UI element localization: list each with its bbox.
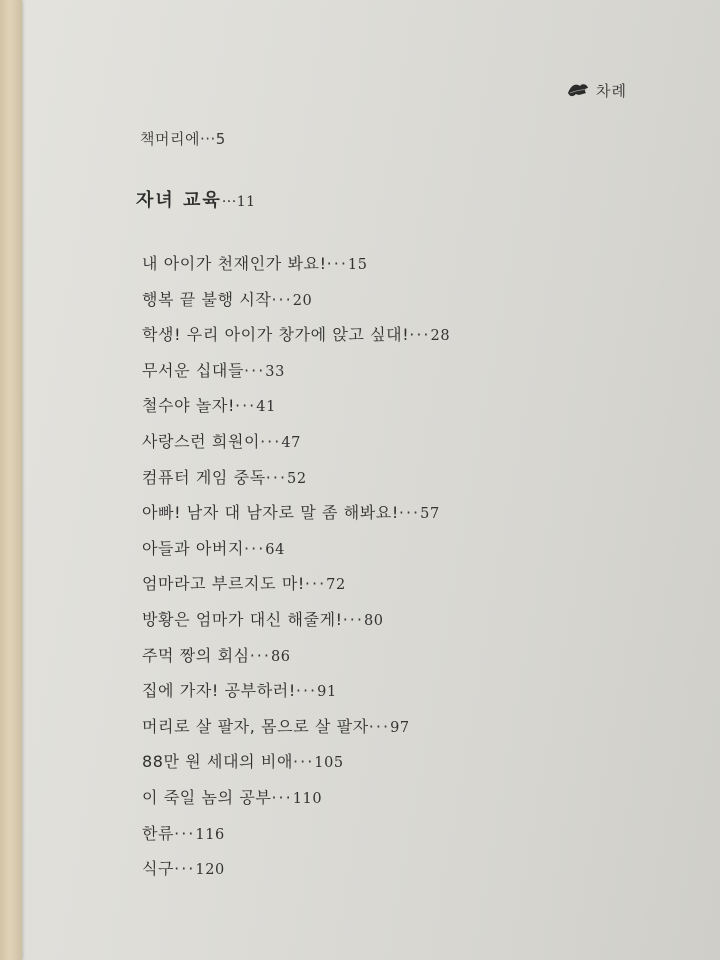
toc-entry — [142, 359, 450, 395]
section-dots: ··· — [221, 194, 237, 210]
toc-entry — [142, 644, 450, 680]
entry-dots: ··· — [174, 859, 196, 879]
entry-page: 64 — [265, 541, 285, 558]
entry-title: 집에 가자! 공부하러! — [142, 681, 296, 701]
entry-dots: ··· — [368, 716, 391, 736]
entry-dots: ··· — [326, 254, 348, 273]
toc-entry — [142, 679, 450, 715]
toc-entry — [142, 501, 450, 537]
entry-dots: ··· — [293, 752, 315, 772]
entry-title: 한류 — [142, 823, 175, 843]
book-binding-edge — [0, 0, 22, 960]
toc-entry — [142, 857, 450, 893]
entry-title: 아들과 아버지 — [142, 538, 245, 558]
entry-title: 아빠! 남자 대 남자로 말 좀 해봐요! — [142, 503, 399, 523]
entry-dots: ··· — [271, 787, 293, 807]
entry-page: 15 — [347, 257, 368, 273]
toc-entry-preface — [140, 128, 226, 149]
page-header — [566, 78, 627, 102]
entry-title: 컴퓨터 게임 중독 — [142, 467, 266, 487]
entry-page: 57 — [420, 506, 440, 523]
entry-page: 5 — [215, 130, 226, 148]
entry-title: 내 아이가 천재인가 봐요! — [142, 254, 327, 273]
toc-entry — [142, 430, 450, 466]
toc-entry — [142, 608, 450, 644]
entry-dots: ··· — [409, 325, 431, 345]
section-page: 11 — [236, 194, 256, 210]
entry-dots: ··· — [244, 360, 266, 380]
entry-title: 엄마라고 부르지도 마! — [142, 574, 305, 594]
leaf-icon — [566, 81, 590, 99]
entry-dots: ··· — [342, 609, 364, 629]
entry-dots: ··· — [265, 467, 288, 487]
entry-title: 무서운 십대들 — [142, 360, 245, 380]
entry-page: 105 — [314, 755, 344, 772]
entry-dots: ··· — [271, 289, 293, 309]
entry-page: 86 — [270, 648, 291, 665]
section-title: 자녀 교육 — [136, 190, 222, 211]
entry-dots: ··· — [244, 538, 266, 558]
entry-title: 식구 — [142, 859, 175, 879]
entry-dots: ··· — [174, 823, 196, 843]
entry-dots: ··· — [234, 396, 257, 416]
entry-title: 머리로 살 팔자, 몸으로 살 팔자 — [142, 716, 369, 736]
entry-title: 행복 끝 불행 시작 — [142, 289, 272, 309]
section-heading — [136, 186, 256, 212]
entry-page: 20 — [292, 292, 313, 309]
entry-dots: ··· — [398, 503, 421, 523]
toc-heading: 차례 — [596, 81, 627, 100]
toc-entry — [142, 750, 450, 786]
toc-entry — [142, 572, 450, 608]
toc-entry — [142, 252, 450, 288]
toc-entry — [142, 786, 450, 822]
toc-entry — [142, 323, 450, 359]
entry-dots: ··· — [260, 431, 282, 451]
entry-title: 이 죽일 놈의 공부 — [142, 787, 272, 807]
entry-page: 28 — [430, 328, 451, 345]
toc-entry — [142, 394, 450, 430]
entry-dots: ··· — [249, 645, 271, 665]
entry-title: 방황은 엄마가 대신 해줄게! — [142, 609, 343, 629]
toc-entry — [142, 466, 450, 502]
entry-page: 72 — [326, 577, 346, 594]
entry-dots: ··· — [295, 681, 318, 701]
toc-entry — [142, 537, 450, 573]
entry-page: 120 — [195, 862, 225, 879]
toc-list — [142, 252, 450, 893]
entry-page: 52 — [287, 470, 307, 487]
entry-page: 97 — [390, 719, 410, 736]
entry-page: 116 — [195, 826, 225, 843]
entry-page: 91 — [317, 684, 337, 701]
toc-entry — [142, 822, 450, 858]
entry-title: 88만 원 세대의 비애 — [142, 752, 294, 772]
entry-dots: ··· — [304, 574, 327, 594]
entry-title: 주먹 짱의 회심 — [142, 645, 250, 665]
entry-page: 110 — [292, 790, 323, 807]
entry-title: 학생! 우리 아이가 창가에 앉고 싶대! — [142, 325, 410, 345]
entry-title: 철수야 놀자! — [142, 396, 235, 416]
entry-page: 41 — [256, 399, 276, 416]
entry-page: 80 — [363, 612, 384, 629]
entry-page: 33 — [265, 363, 285, 380]
entry-title: 사랑스런 희원이 — [142, 431, 261, 451]
entry-title: 책머리에 — [140, 130, 200, 148]
toc-entry — [142, 288, 450, 324]
toc-entry — [142, 715, 450, 751]
entry-dots: ··· — [199, 130, 216, 148]
entry-page: 47 — [281, 434, 301, 451]
